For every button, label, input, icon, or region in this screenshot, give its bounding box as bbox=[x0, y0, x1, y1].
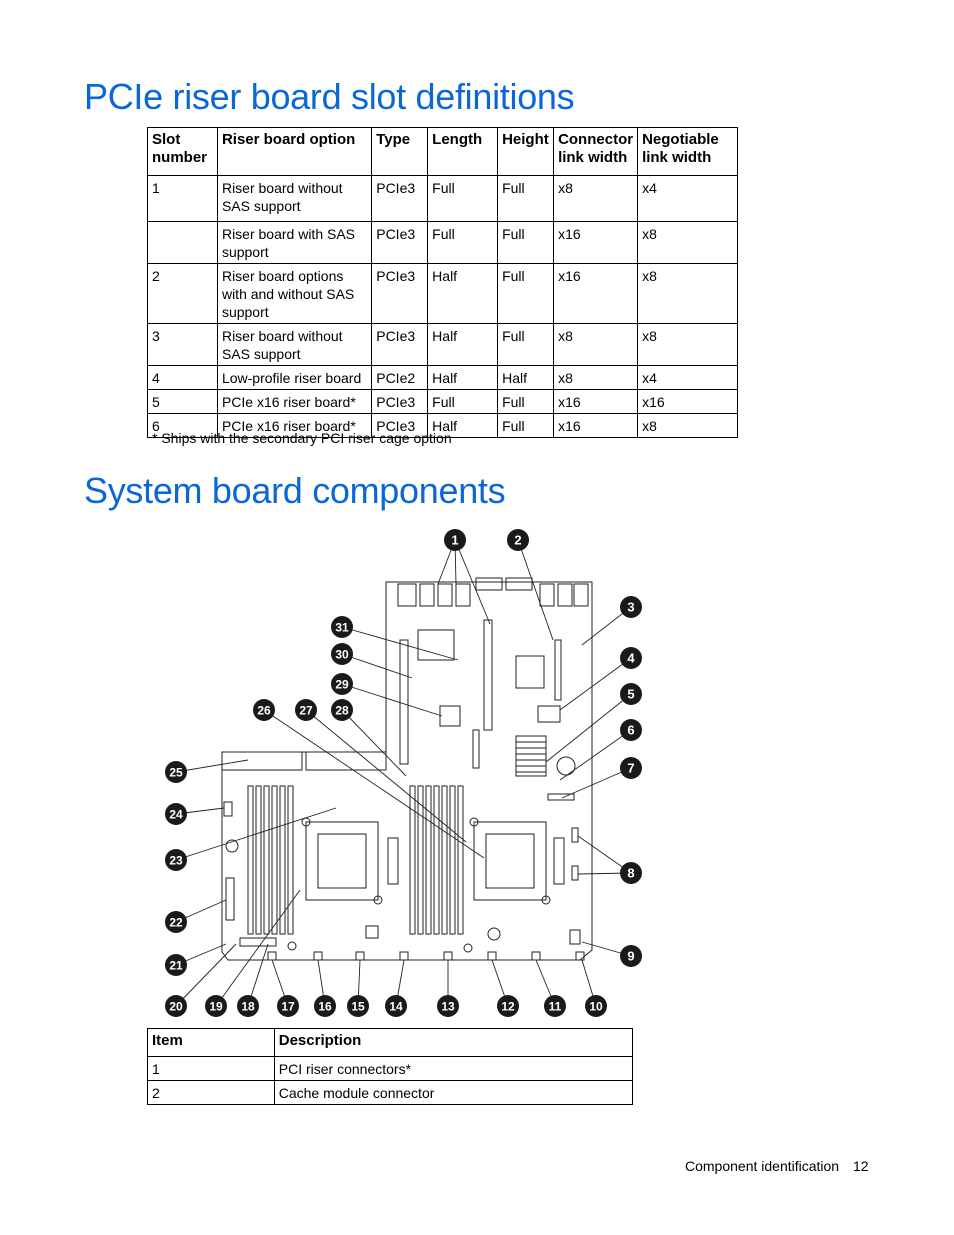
callout-number: 29 bbox=[335, 677, 349, 692]
callout-11 bbox=[544, 995, 566, 1017]
callout-29 bbox=[331, 673, 353, 695]
riser-connector-mid bbox=[484, 620, 492, 730]
cell-length: Full bbox=[428, 222, 498, 264]
cell-option: Riser board without SAS support bbox=[217, 176, 371, 222]
cell-negotiable: x16 bbox=[638, 390, 738, 414]
cell-connector: x8 bbox=[554, 324, 638, 366]
callout-14 bbox=[385, 995, 407, 1017]
dimm-slots-left bbox=[248, 786, 293, 934]
cell-length: Full bbox=[428, 176, 498, 222]
col-header: Riser board option bbox=[217, 128, 371, 176]
callout-7 bbox=[620, 757, 642, 779]
cell-item: 2 bbox=[148, 1081, 275, 1105]
col-header: Item bbox=[148, 1029, 275, 1057]
callout-number: 23 bbox=[169, 853, 183, 868]
system-board-diagram bbox=[150, 522, 670, 1022]
callout-28 bbox=[331, 699, 353, 721]
cell-connector: x8 bbox=[554, 176, 638, 222]
sd-slot bbox=[538, 706, 560, 722]
callout-number: 19 bbox=[209, 999, 223, 1014]
cell-slot: 2 bbox=[148, 264, 218, 324]
cell-height: Full bbox=[498, 414, 554, 438]
col-header: Description bbox=[274, 1029, 632, 1057]
riser-connector-left bbox=[400, 640, 408, 764]
callout-leader-line bbox=[342, 654, 412, 678]
cell-slot: 3 bbox=[148, 324, 218, 366]
cell-height: Full bbox=[498, 324, 554, 366]
table-footnote: * Ships with the secondary PCI riser cage option bbox=[152, 430, 452, 446]
callout-number: 15 bbox=[351, 999, 365, 1014]
callout-number: 30 bbox=[335, 647, 349, 662]
cell-negotiable: x4 bbox=[638, 176, 738, 222]
heatsink bbox=[516, 736, 546, 776]
page-number: 12 bbox=[853, 1158, 869, 1174]
section-title-system-board: System board components bbox=[84, 470, 506, 511]
cell-slot bbox=[148, 222, 218, 264]
callout-number: 8 bbox=[627, 865, 635, 881]
fan-connectors bbox=[268, 952, 584, 960]
cell-option: Riser board without SAS support bbox=[217, 324, 371, 366]
callout-number: 11 bbox=[548, 999, 562, 1014]
cell-negotiable: x4 bbox=[638, 366, 738, 390]
cell-negotiable: x8 bbox=[638, 222, 738, 264]
callout-number: 6 bbox=[627, 722, 635, 738]
callout-number: 17 bbox=[281, 999, 295, 1014]
riser-slot-table bbox=[147, 127, 738, 438]
riser-connector-low bbox=[473, 730, 479, 768]
callout-leader-line bbox=[176, 944, 236, 1006]
callout-31 bbox=[331, 616, 353, 638]
callout-15 bbox=[347, 995, 369, 1017]
cell-item: 1 bbox=[148, 1057, 275, 1081]
cell-type: PCIe3 bbox=[372, 264, 428, 324]
callout-6 bbox=[620, 719, 642, 741]
callout-number: 2 bbox=[514, 532, 522, 548]
cell-option: Riser board with SAS support bbox=[217, 222, 371, 264]
footer-section-name: Component identification bbox=[685, 1158, 840, 1174]
cell-option: PCIe x16 riser board* bbox=[217, 390, 371, 414]
cell-negotiable: x8 bbox=[638, 264, 738, 324]
callout-number: 26 bbox=[257, 703, 271, 718]
callout-number: 20 bbox=[169, 999, 183, 1014]
table-header-row bbox=[148, 1029, 633, 1057]
cell-slot: 6 bbox=[148, 414, 218, 438]
cell-connector: x16 bbox=[554, 264, 638, 324]
callout-12 bbox=[497, 995, 519, 1017]
callout-25 bbox=[165, 761, 187, 783]
cell-negotiable: x8 bbox=[638, 324, 738, 366]
cell-length: Half bbox=[428, 264, 498, 324]
callout-21 bbox=[165, 954, 187, 976]
table-row bbox=[148, 390, 738, 414]
cell-type: PCIe3 bbox=[372, 222, 428, 264]
callout-20 bbox=[165, 995, 187, 1017]
cell-slot: 1 bbox=[148, 176, 218, 222]
table-row bbox=[148, 176, 738, 222]
cell-length: Full bbox=[428, 390, 498, 414]
callout-number: 31 bbox=[335, 620, 349, 635]
callout-23 bbox=[165, 849, 187, 871]
table-header-row bbox=[148, 128, 738, 176]
cell-height: Full bbox=[498, 222, 554, 264]
table-row bbox=[148, 1081, 633, 1105]
callout-3 bbox=[620, 596, 642, 618]
cell-length: Half bbox=[428, 366, 498, 390]
callout-1 bbox=[444, 529, 466, 551]
callout-number: 5 bbox=[627, 686, 635, 702]
callout-number: 18 bbox=[241, 999, 255, 1014]
cell-slot: 5 bbox=[148, 390, 218, 414]
callout-number: 27 bbox=[299, 703, 313, 718]
cell-option: PCIe x16 riser board* bbox=[217, 414, 371, 438]
callout-17 bbox=[277, 995, 299, 1017]
table-row bbox=[148, 222, 738, 264]
callout-27 bbox=[295, 699, 317, 721]
cell-height: Full bbox=[498, 176, 554, 222]
callout-number: 28 bbox=[335, 703, 349, 718]
cell-type: PCIe3 bbox=[372, 176, 428, 222]
callout-number: 13 bbox=[441, 999, 455, 1014]
cell-description: PCI riser connectors* bbox=[274, 1057, 632, 1081]
system-battery bbox=[557, 757, 575, 775]
cell-type: PCIe3 bbox=[372, 390, 428, 414]
table-row bbox=[148, 264, 738, 324]
chipset bbox=[516, 656, 544, 688]
cell-type: PCIe3 bbox=[372, 414, 428, 438]
cache-module-connector bbox=[555, 640, 561, 700]
cell-length: Half bbox=[428, 324, 498, 366]
callout-22 bbox=[165, 911, 187, 933]
callout-number: 10 bbox=[589, 999, 603, 1014]
callout-30 bbox=[331, 643, 353, 665]
callout-8 bbox=[620, 862, 642, 884]
col-header: Type bbox=[372, 128, 428, 176]
dimm-slots-right bbox=[410, 786, 463, 934]
callout-number: 21 bbox=[169, 958, 183, 973]
cell-connector: x16 bbox=[554, 222, 638, 264]
cell-type: PCIe3 bbox=[372, 324, 428, 366]
callout-number: 1 bbox=[451, 532, 459, 548]
table-row bbox=[148, 366, 738, 390]
callout-leader-line bbox=[216, 890, 300, 1006]
cell-option: Low-profile riser board bbox=[217, 366, 371, 390]
callout-number: 12 bbox=[501, 999, 515, 1014]
cell-height: Full bbox=[498, 390, 554, 414]
processor-socket-2 bbox=[470, 818, 550, 904]
col-header: Length bbox=[428, 128, 498, 176]
callout-19 bbox=[205, 995, 227, 1017]
cell-slot: 4 bbox=[148, 366, 218, 390]
callout-26 bbox=[253, 699, 275, 721]
cell-negotiable: x8 bbox=[638, 414, 738, 438]
section-title-riser-slots: PCIe riser board slot definitions bbox=[84, 76, 575, 117]
component-items-table bbox=[147, 1028, 633, 1105]
cell-description: Cache module connector bbox=[274, 1081, 632, 1105]
callout-4 bbox=[620, 647, 642, 669]
cell-connector: x8 bbox=[554, 366, 638, 390]
callout-leader-line bbox=[546, 694, 631, 762]
table-row bbox=[148, 324, 738, 366]
callout-10 bbox=[585, 995, 607, 1017]
callout-number: 4 bbox=[627, 650, 635, 666]
callout-leader-line bbox=[264, 710, 484, 858]
cell-connector: x16 bbox=[554, 390, 638, 414]
processor-socket-1 bbox=[302, 818, 382, 904]
callout-5 bbox=[620, 683, 642, 705]
callout-9 bbox=[620, 945, 642, 967]
col-header: Negotiable link width bbox=[638, 128, 738, 176]
callout-number: 14 bbox=[389, 999, 403, 1014]
cell-height: Full bbox=[498, 264, 554, 324]
cell-height: Half bbox=[498, 366, 554, 390]
callout-13 bbox=[437, 995, 459, 1017]
cell-connector: x16 bbox=[554, 414, 638, 438]
callout-number: 3 bbox=[627, 599, 635, 615]
callout-number: 24 bbox=[169, 807, 183, 822]
callout-18 bbox=[237, 995, 259, 1017]
table-row bbox=[148, 1057, 633, 1081]
col-header: Slot number bbox=[148, 128, 218, 176]
callout-number: 7 bbox=[627, 760, 635, 776]
callout-number: 16 bbox=[318, 999, 332, 1014]
callout-24 bbox=[165, 803, 187, 825]
col-header: Connector link width bbox=[554, 128, 638, 176]
callout-number: 9 bbox=[627, 948, 635, 964]
callout-leader-line bbox=[342, 684, 442, 716]
callout-16 bbox=[314, 995, 336, 1017]
cell-length: Half bbox=[428, 414, 498, 438]
callout-number: 22 bbox=[169, 915, 183, 930]
col-header: Height bbox=[498, 128, 554, 176]
callout-2 bbox=[507, 529, 529, 551]
cell-type: PCIe2 bbox=[372, 366, 428, 390]
cell-option: Riser board options with and without SAS support bbox=[217, 264, 371, 324]
callout-number: 25 bbox=[169, 765, 183, 780]
